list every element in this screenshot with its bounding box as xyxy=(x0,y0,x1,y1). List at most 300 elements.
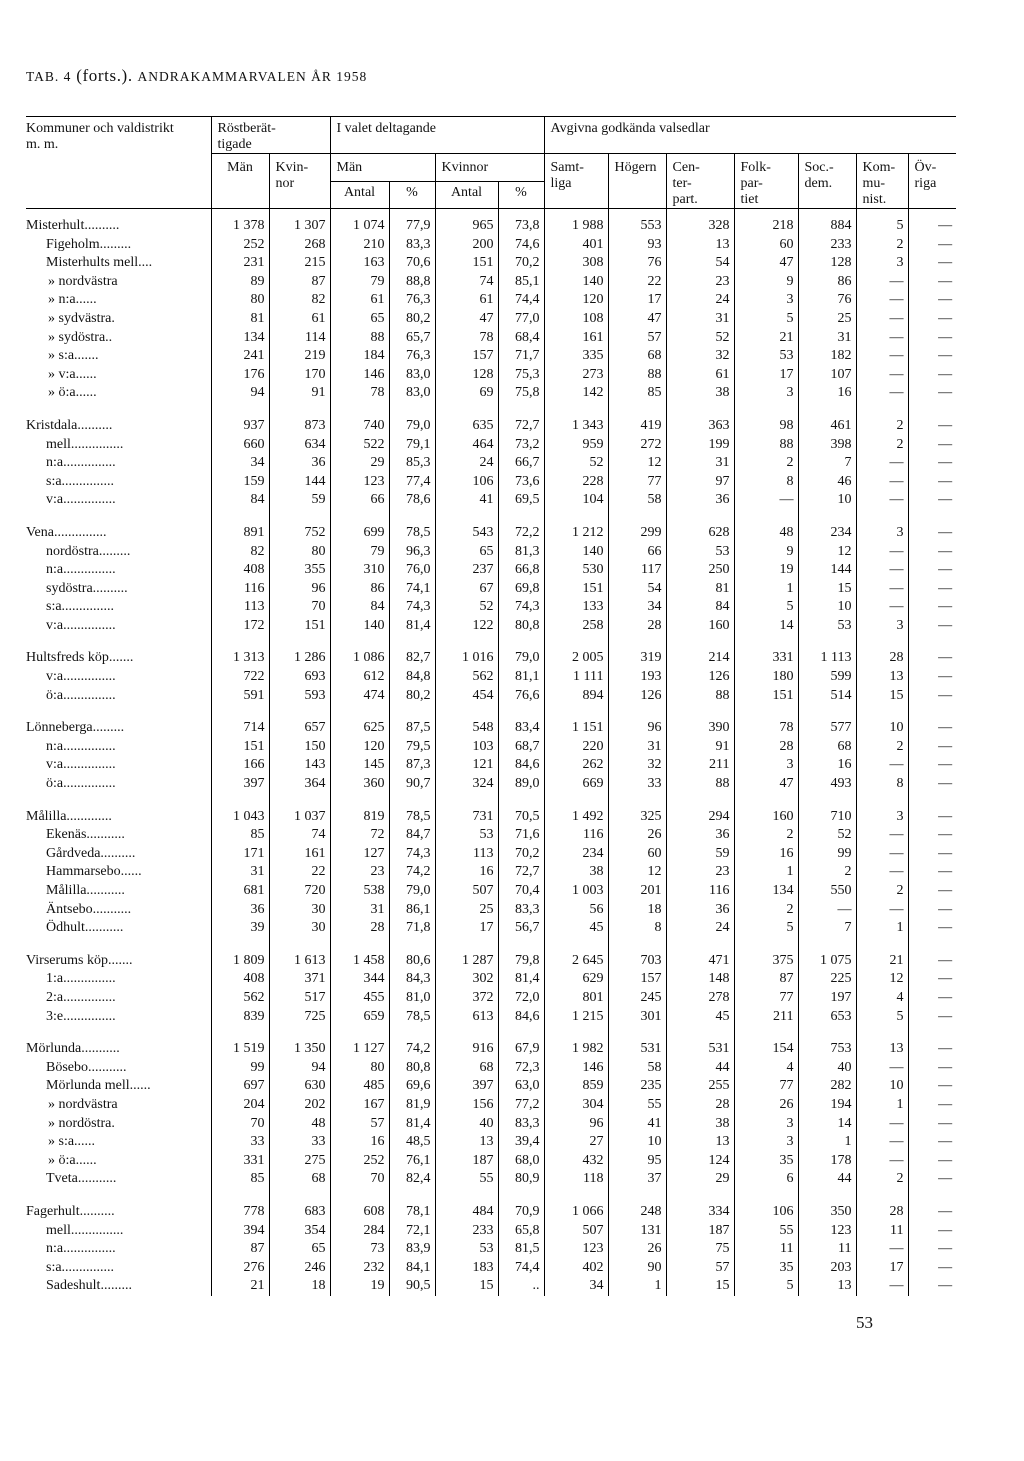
cell-value: 699 xyxy=(330,524,389,543)
cell-value: 40 xyxy=(435,1115,498,1134)
cell-value: 965 xyxy=(435,209,498,236)
cell-value: 48,5 xyxy=(389,1133,435,1152)
cell-value: — xyxy=(908,1008,956,1027)
cell-value: 10 xyxy=(856,1077,908,1096)
cell-value: 76,0 xyxy=(389,561,435,580)
cell-value: 199 xyxy=(666,436,734,455)
cell-value: 69 xyxy=(435,384,498,403)
cell-value: 72,1 xyxy=(389,1222,435,1241)
table-caption: ANDRAKAMMARVALEN ÅR 1958 xyxy=(137,69,368,84)
cell-value: 126 xyxy=(608,687,666,706)
cell-value: 3 xyxy=(856,524,908,543)
cell-value: — xyxy=(908,1170,956,1189)
cell-value: 3 xyxy=(734,291,798,310)
cell-value: 88 xyxy=(666,687,734,706)
cell-value: 218 xyxy=(734,209,798,236)
row-label: mell............... xyxy=(46,1222,124,1238)
cell-value: 203 xyxy=(798,1259,856,1278)
cell-value: 455 xyxy=(330,989,389,1008)
cell-value: 1 xyxy=(734,863,798,882)
cell-value: 61 xyxy=(269,310,330,329)
cell-value: 116 xyxy=(211,580,269,599)
cell-value: — xyxy=(856,598,908,617)
cell-value: 538 xyxy=(330,882,389,901)
cell-value: 96 xyxy=(544,1115,608,1134)
row-label: mell............... xyxy=(46,436,124,452)
cell-value: 34 xyxy=(608,598,666,617)
cell-value: 106 xyxy=(734,1203,798,1222)
cell-value: 74,2 xyxy=(389,863,435,882)
group-spacer xyxy=(26,794,956,808)
cell-value: 65,7 xyxy=(389,329,435,348)
col-kommunist: Kom-mu-nist. xyxy=(856,154,908,209)
cell-value: 1 xyxy=(856,919,908,938)
cell-value: 30 xyxy=(269,901,330,920)
cell-value: 24 xyxy=(666,291,734,310)
cell-value: 397 xyxy=(435,1077,498,1096)
cell-value: 474 xyxy=(330,687,389,706)
cell-value: 778 xyxy=(211,1203,269,1222)
cell-value: 7 xyxy=(798,454,856,473)
cell-value: 156 xyxy=(435,1096,498,1115)
cell-value: 54 xyxy=(608,580,666,599)
cell-value: — xyxy=(908,863,956,882)
row-label: Hammarsebo...... xyxy=(46,864,142,880)
cell-value: — xyxy=(856,1240,908,1259)
cell-value: 33 xyxy=(211,1133,269,1152)
cell-value: 80,2 xyxy=(389,310,435,329)
cell-value: 548 xyxy=(435,719,498,738)
cell-value: 959 xyxy=(544,436,608,455)
cell-value: 23 xyxy=(666,863,734,882)
cell-value: 891 xyxy=(211,524,269,543)
cell-value: — xyxy=(908,617,956,636)
cell-value: 84 xyxy=(211,491,269,510)
cell-value: 268 xyxy=(269,236,330,255)
cell-value: — xyxy=(908,1096,956,1115)
cell-value: 325 xyxy=(608,808,666,827)
cell-value: 21 xyxy=(211,1277,269,1296)
cell-value: 80 xyxy=(330,1059,389,1078)
cell-value: 142 xyxy=(544,384,608,403)
cell-value: 116 xyxy=(544,826,608,845)
cell-value: 14 xyxy=(798,1115,856,1134)
cell-value: 88,8 xyxy=(389,273,435,292)
cell-value: 625 xyxy=(330,719,389,738)
table-row xyxy=(26,436,956,455)
cell-value: 61 xyxy=(330,291,389,310)
cell-value: 310 xyxy=(330,561,389,580)
cell-value: 77 xyxy=(734,1077,798,1096)
cell-value: 31 xyxy=(666,310,734,329)
cell-value: 15 xyxy=(856,687,908,706)
cell-value: 68 xyxy=(608,347,666,366)
table-row xyxy=(26,1059,956,1078)
cell-value: 84 xyxy=(666,598,734,617)
cell-value: 76 xyxy=(798,291,856,310)
group-spacer xyxy=(26,635,956,649)
cell-value: 81 xyxy=(666,580,734,599)
row-label: ö:a............... xyxy=(46,687,116,703)
cell-value: 78,6 xyxy=(389,491,435,510)
cell-value: 81,3 xyxy=(498,543,544,562)
cell-value: — xyxy=(856,756,908,775)
cell-value: 220 xyxy=(544,738,608,757)
cell-value: 77 xyxy=(608,473,666,492)
cell-value: 302 xyxy=(435,970,498,989)
cell-value: 184 xyxy=(330,347,389,366)
cell-value: 10 xyxy=(798,598,856,617)
cell-value: — xyxy=(908,454,956,473)
col-rost-kvinnor: Kvin-nor xyxy=(269,154,330,209)
cell-value: 562 xyxy=(435,668,498,687)
cell-value: 79,0 xyxy=(498,649,544,668)
cell-value: 360 xyxy=(330,775,389,794)
cell-value: 86,1 xyxy=(389,901,435,920)
cell-value: 127 xyxy=(330,845,389,864)
cell-value: 78,5 xyxy=(389,808,435,827)
cell-value: 84,1 xyxy=(389,1259,435,1278)
table-row xyxy=(26,1133,956,1152)
cell-value: 553 xyxy=(608,209,666,236)
cell-value: 83,0 xyxy=(389,366,435,385)
cell-value: 61 xyxy=(666,366,734,385)
cell-value: 71,8 xyxy=(389,919,435,938)
cell-value: — xyxy=(908,1133,956,1152)
cell-value: — xyxy=(908,649,956,668)
cell-value: 31 xyxy=(798,329,856,348)
cell-value: 178 xyxy=(798,1152,856,1171)
cell-value: 80,2 xyxy=(389,687,435,706)
cell-value: 84,7 xyxy=(389,826,435,845)
cell-value: 1 111 xyxy=(544,668,608,687)
cell-value: 398 xyxy=(798,436,856,455)
cell-value: 401 xyxy=(544,236,608,255)
row-label: » s:a....... xyxy=(48,348,99,364)
cell-value: 32 xyxy=(608,756,666,775)
cell-value: 59 xyxy=(666,845,734,864)
cell-value: 123 xyxy=(798,1222,856,1241)
cell-value: 73,2 xyxy=(498,436,544,455)
cell-value: 15 xyxy=(798,580,856,599)
cell-value: 29 xyxy=(666,1170,734,1189)
cell-value: 4 xyxy=(734,1059,798,1078)
cell-value: 99 xyxy=(798,845,856,864)
cell-value: 113 xyxy=(211,598,269,617)
table-row xyxy=(26,989,956,1008)
cell-value: 577 xyxy=(798,719,856,738)
cell-value: 18 xyxy=(269,1277,330,1296)
row-label: Tveta........... xyxy=(46,1171,117,1187)
cell-value: 157 xyxy=(435,347,498,366)
cell-value: 106 xyxy=(435,473,498,492)
row-label: 1:a............... xyxy=(46,971,116,987)
cell-value: 2 xyxy=(734,901,798,920)
row-label: n:a............... xyxy=(46,562,116,578)
table-row xyxy=(26,687,956,706)
cell-value: 66 xyxy=(608,543,666,562)
cell-value: 17 xyxy=(856,1259,908,1278)
cell-value: 753 xyxy=(798,1040,856,1059)
cell-value: 79 xyxy=(330,273,389,292)
cell-value: 752 xyxy=(269,524,330,543)
cell-value: 1 350 xyxy=(269,1040,330,1059)
cell-value: — xyxy=(908,598,956,617)
cell-value: 31 xyxy=(211,863,269,882)
cell-value: — xyxy=(908,970,956,989)
cell-value: 5 xyxy=(734,919,798,938)
cell-value: 725 xyxy=(269,1008,330,1027)
row-label: Mörlunda mell...... xyxy=(46,1078,151,1094)
cell-value: 19 xyxy=(734,561,798,580)
table-row xyxy=(26,1115,956,1134)
cell-value: 1 075 xyxy=(798,952,856,971)
cell-value: 123 xyxy=(544,1240,608,1259)
cell-value: — xyxy=(908,919,956,938)
cell-value: 79,0 xyxy=(389,882,435,901)
cell-value: 72,0 xyxy=(498,989,544,1008)
cell-value: 56 xyxy=(544,901,608,920)
cell-value: 25 xyxy=(798,310,856,329)
cell-value: 16 xyxy=(435,863,498,882)
cell-value: 68 xyxy=(435,1059,498,1078)
col-rost-man: Män xyxy=(211,154,269,209)
cell-value: 722 xyxy=(211,668,269,687)
cell-value: 176 xyxy=(211,366,269,385)
cell-value: 167 xyxy=(330,1096,389,1115)
table-row xyxy=(26,1077,956,1096)
cell-value: 81,0 xyxy=(389,989,435,1008)
cell-value: 28 xyxy=(330,919,389,938)
cell-value: 193 xyxy=(608,668,666,687)
cell-value: 81,4 xyxy=(498,970,544,989)
cell-value: — xyxy=(908,687,956,706)
cell-value: — xyxy=(908,561,956,580)
cell-value: 120 xyxy=(330,738,389,757)
cell-value: 104 xyxy=(544,491,608,510)
cell-value: 1 286 xyxy=(269,649,330,668)
cell-value: 1 458 xyxy=(330,952,389,971)
cell-value: 731 xyxy=(435,808,498,827)
cell-value: 659 xyxy=(330,1008,389,1027)
cell-value: 128 xyxy=(435,366,498,385)
table-row xyxy=(26,473,956,492)
cell-value: 187 xyxy=(435,1152,498,1171)
cell-value: 60 xyxy=(608,845,666,864)
cell-value: 233 xyxy=(435,1222,498,1241)
cell-value: 84,6 xyxy=(498,756,544,775)
cell-value: 154 xyxy=(734,1040,798,1059)
cell-value: 1 215 xyxy=(544,1008,608,1027)
row-label: 2:a............... xyxy=(46,989,116,1005)
cell-value: 1 982 xyxy=(544,1040,608,1059)
cell-value: 70,6 xyxy=(389,254,435,273)
cell-value: 231 xyxy=(211,254,269,273)
row-label: » ö:a...... xyxy=(48,1152,97,1168)
cell-value: 83,9 xyxy=(389,1240,435,1259)
cell-value: 693 xyxy=(269,668,330,687)
row-label: n:a............... xyxy=(46,455,116,471)
cell-value: 28 xyxy=(666,1096,734,1115)
col-delt-kv-pct: % xyxy=(498,182,544,209)
cell-value: 79,8 xyxy=(498,952,544,971)
cell-value: 150 xyxy=(269,738,330,757)
table-row xyxy=(26,775,956,794)
cell-value: 1 212 xyxy=(544,524,608,543)
cell-value: 120 xyxy=(544,291,608,310)
cell-value: 117 xyxy=(608,561,666,580)
group-spacer xyxy=(26,938,956,952)
cell-value: 55 xyxy=(734,1222,798,1241)
cell-value: 517 xyxy=(269,989,330,1008)
cell-value: 884 xyxy=(798,209,856,236)
row-label: » nordöstra. xyxy=(48,1115,115,1131)
cell-value: — xyxy=(908,1222,956,1241)
cell-value: 364 xyxy=(269,775,330,794)
row-label: Misterhult.......... xyxy=(26,218,120,233)
cell-value: 74,1 xyxy=(389,580,435,599)
cell-value: 36 xyxy=(269,454,330,473)
cell-value: 74 xyxy=(269,826,330,845)
table-row xyxy=(26,366,956,385)
row-label: Ekenäs........... xyxy=(46,827,125,843)
cell-value: 58 xyxy=(608,491,666,510)
cell-value: 44 xyxy=(666,1059,734,1078)
cell-value: — xyxy=(856,1152,908,1171)
cell-value: 284 xyxy=(330,1222,389,1241)
group-spacer xyxy=(26,510,956,524)
cell-value: 215 xyxy=(269,254,330,273)
table-row xyxy=(26,952,956,971)
cell-value: 10 xyxy=(798,491,856,510)
row-label: Mörlunda........... xyxy=(26,1041,120,1057)
cell-value: 13 xyxy=(856,668,908,687)
cell-value: 635 xyxy=(435,417,498,436)
table-row xyxy=(26,384,956,403)
cell-value: 485 xyxy=(330,1077,389,1096)
cell-value: 354 xyxy=(269,1222,330,1241)
cell-value: 628 xyxy=(666,524,734,543)
cell-value: 301 xyxy=(608,1008,666,1027)
cell-value: 201 xyxy=(608,882,666,901)
table-row xyxy=(26,901,956,920)
cell-value: 89,0 xyxy=(498,775,544,794)
cell-value: 74,3 xyxy=(498,598,544,617)
cell-value: 1 003 xyxy=(544,882,608,901)
cell-value: 653 xyxy=(798,1008,856,1027)
row-label: sydöstra.......... xyxy=(46,580,128,596)
cell-value: 78,5 xyxy=(389,524,435,543)
cell-value: 81,4 xyxy=(389,617,435,636)
cell-value: 5 xyxy=(734,598,798,617)
cell-value: 344 xyxy=(330,970,389,989)
cell-value: — xyxy=(856,543,908,562)
cell-value: 66,8 xyxy=(498,561,544,580)
cell-value: — xyxy=(908,366,956,385)
cell-value: 65,8 xyxy=(498,1222,544,1241)
cell-value: 35 xyxy=(734,1152,798,1171)
cell-value: — xyxy=(908,1040,956,1059)
cell-value: 30 xyxy=(269,919,330,938)
cell-value: 331 xyxy=(211,1152,269,1171)
cell-value: 34 xyxy=(211,454,269,473)
cell-value: 275 xyxy=(269,1152,330,1171)
cell-value: 17 xyxy=(734,366,798,385)
cell-value: 79,1 xyxy=(389,436,435,455)
cell-value: 85 xyxy=(211,1170,269,1189)
cell-value: 1 613 xyxy=(269,952,330,971)
cell-value: 69,5 xyxy=(498,491,544,510)
col-samtliga: Samt-liga xyxy=(544,154,608,209)
cell-value: 550 xyxy=(798,882,856,901)
cell-value: 1 074 xyxy=(330,209,389,236)
cell-value: 9 xyxy=(734,273,798,292)
cell-value: — xyxy=(908,347,956,366)
cell-value: 219 xyxy=(269,347,330,366)
cell-value: 88 xyxy=(330,329,389,348)
cell-value: 96 xyxy=(608,719,666,738)
cell-value: 394 xyxy=(211,1222,269,1241)
cell-value: 26 xyxy=(608,826,666,845)
cell-value: — xyxy=(908,989,956,1008)
cell-value: — xyxy=(734,491,798,510)
cell-value: 187 xyxy=(666,1222,734,1241)
col-delt-kvinnor: Kvinnor xyxy=(435,154,544,182)
cell-value: 47 xyxy=(608,310,666,329)
cell-value: — xyxy=(908,384,956,403)
cell-value: 79,5 xyxy=(389,738,435,757)
cell-value: 308 xyxy=(544,254,608,273)
cell-value: 5 xyxy=(734,1277,798,1296)
cell-value: 170 xyxy=(269,366,330,385)
cell-value: 507 xyxy=(544,1222,608,1241)
cell-value: 151 xyxy=(435,254,498,273)
cell-value: 38 xyxy=(666,1115,734,1134)
cell-value: 2 xyxy=(734,454,798,473)
cell-value: 21 xyxy=(734,329,798,348)
table-row xyxy=(26,919,956,938)
cell-value: 17 xyxy=(435,919,498,938)
cell-value: 94 xyxy=(269,1059,330,1078)
cell-value: — xyxy=(908,1115,956,1134)
row-label: v:a............... xyxy=(46,757,116,773)
cell-value: 123 xyxy=(330,473,389,492)
cell-value: 245 xyxy=(608,989,666,1008)
cell-value: 819 xyxy=(330,808,389,827)
cell-value: 81,4 xyxy=(389,1115,435,1134)
cell-value: 144 xyxy=(269,473,330,492)
table-row xyxy=(26,1152,956,1171)
cell-value: 133 xyxy=(544,598,608,617)
cell-value: 55 xyxy=(435,1170,498,1189)
cell-value: 160 xyxy=(734,808,798,827)
cell-value: 36 xyxy=(666,901,734,920)
cell-value: 83,3 xyxy=(389,236,435,255)
cell-value: 514 xyxy=(798,687,856,706)
cell-value: 432 xyxy=(544,1152,608,1171)
cell-value: — xyxy=(908,329,956,348)
cell-value: 335 xyxy=(544,347,608,366)
cell-value: — xyxy=(908,756,956,775)
cell-value: — xyxy=(908,1152,956,1171)
cell-value: 69,8 xyxy=(498,580,544,599)
cell-value: 79 xyxy=(330,543,389,562)
cell-value: 328 xyxy=(666,209,734,236)
table-row xyxy=(26,719,956,738)
cell-value: 74,4 xyxy=(498,291,544,310)
cell-value: 36 xyxy=(666,491,734,510)
cell-value: 710 xyxy=(798,808,856,827)
